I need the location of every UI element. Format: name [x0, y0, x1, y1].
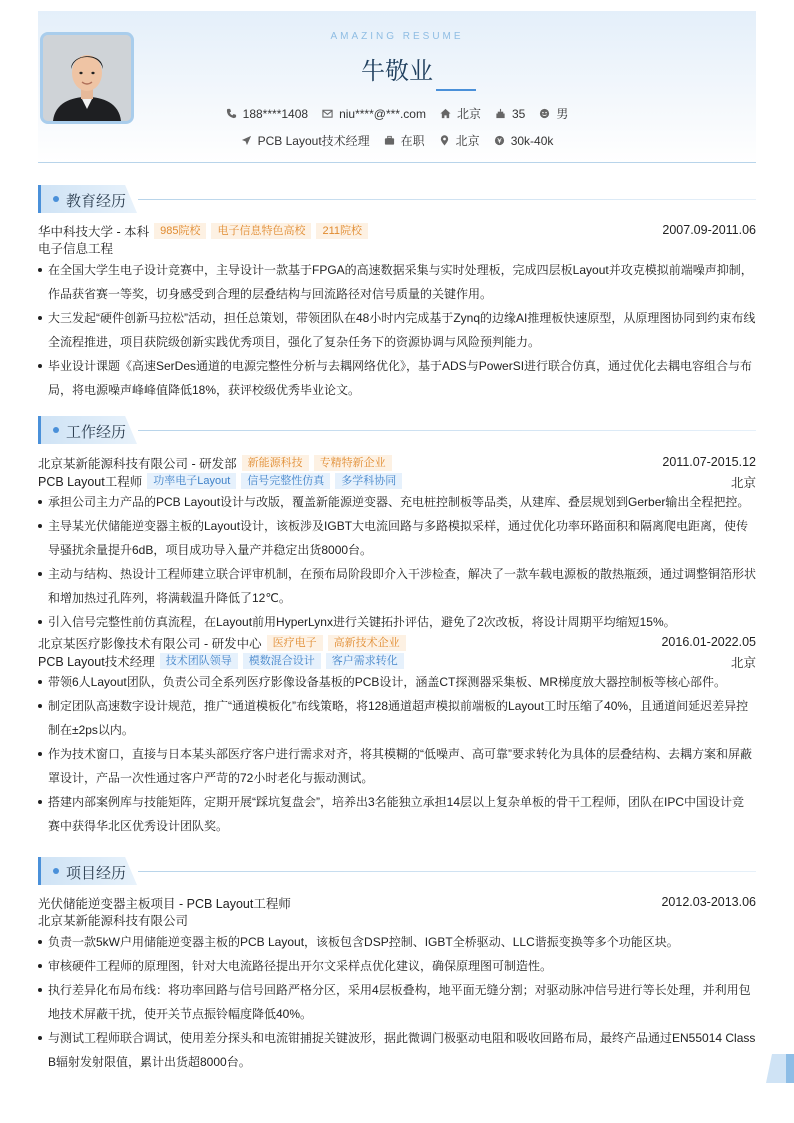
- skill-tag: 功率电子Layout: [147, 473, 236, 489]
- mail-icon: [322, 108, 333, 119]
- project-section-title: 项目经历: [66, 864, 127, 882]
- job-intention-row: [38, 132, 756, 149]
- job-city: 北京: [730, 656, 756, 670]
- home-icon: [440, 108, 451, 119]
- school-name: 华中科技大学 - 本科: [38, 225, 150, 239]
- education-date: 2007.09-2011.06: [662, 223, 756, 237]
- list-item: 搭建内部案例库与技能矩阵，定期开展“踩坑复盘会”，培养出3名能独立承担14层以上复杂单板的骨干工程师，团队在IPC中国设计竞赛中获得华北区优秀设计团队奖。: [38, 790, 756, 838]
- info-salary: [494, 134, 554, 148]
- section-divider: [138, 199, 756, 200]
- cake-icon: [495, 108, 506, 119]
- target-city-text: 北京: [455, 134, 480, 148]
- company-tag: 医疗电子: [267, 635, 323, 651]
- job-date: 2016.01-2022.05: [661, 635, 756, 649]
- job-city: 北京: [730, 476, 756, 490]
- list-item: 引入信号完整性前仿真流程，在Layout前用HyperLynx进行关键拓扑评估，避免了2次改板，将设计周期平均缩短15%。: [38, 610, 756, 634]
- work-section-header: [38, 416, 756, 446]
- job-company-row: [38, 634, 756, 652]
- work-section: [38, 416, 756, 838]
- contact-info-row: [38, 105, 756, 122]
- job-position-row: [38, 652, 756, 670]
- email-text: niu****@***.com: [339, 106, 426, 121]
- job-entry-1: [38, 454, 756, 634]
- section-dot-icon: [53, 427, 59, 433]
- job-date: 2011.07-2015.12: [662, 455, 756, 469]
- resume-page: [38, 11, 757, 1069]
- target-position-text: PCB Layout技术经理: [257, 134, 370, 148]
- info-target-position: [241, 132, 370, 149]
- company-name: 北京某医疗影像技术有限公司 - 研发中心: [38, 637, 262, 651]
- job-status-text: 在职: [400, 134, 425, 148]
- project-header-row: [38, 894, 756, 912]
- education-section: [38, 185, 756, 402]
- header-english-title: AMAZING RESUME: [330, 31, 464, 42]
- location-pin-icon: [439, 135, 450, 146]
- list-item: 执行差异化布局布线：将功率回路与信号回路严格分区，采用4层板叠构，地平面无缝分割；对驱动脉冲信号进行等长处理，并利用包地技术屏蔽干扰，使开关节点振铃幅度降低40%。: [38, 978, 756, 1026]
- job-bullets: [38, 670, 756, 838]
- list-item: 主动与结构、热设计工程师建立联合评审机制，在预布局阶段即介入干涉检查，解决了一款车载电源板的散热瓶颈，通过调整铜箔形状和增加热过孔阵列，将满载温升降低了12℃。: [38, 562, 756, 610]
- project-name: 光伏储能逆变器主板项目 - PCB Layout工程师: [38, 897, 291, 911]
- list-item: 在全国大学生电子设计竞赛中，主导设计一款基于FPGA的高速数据采集与实时处理板，完成四层板Layout并攻克模拟前端噪声抑制，作品获省赛一等奖，切身感受到合理的层叠结构与回流路径对信号质量的关键作用。: [38, 258, 756, 306]
- education-entry-header: [38, 222, 756, 240]
- salary-text: 30k-40k: [510, 133, 554, 148]
- list-item: 作为技术窗口，直接与日本某头部医疗客户进行需求对齐，将其模糊的“低噪声、高可靠”要求转化为具体的层叠结构、去耦方案和屏蔽罩设计，产品一次性通过客户严苛的72小时老化与振动测试。: [38, 742, 756, 790]
- phone-text: 188****1408: [242, 106, 309, 121]
- list-item: 审核硬件工程师的原理图，针对大电流路径提出开尔文采样点优化建议，确保原理图可制造性。: [38, 954, 756, 978]
- education-section-title: 教育经历: [66, 192, 127, 210]
- home-city-text: 北京: [456, 107, 481, 121]
- send-icon: [241, 135, 252, 146]
- section-dot-icon: [53, 868, 59, 874]
- work-section-title: 工作经历: [66, 423, 127, 441]
- skill-tag: 客户需求转化: [326, 653, 404, 669]
- section-divider: [138, 430, 756, 431]
- list-item: 毕业设计课题《高速SerDes通道的电源完整性分析与去耦网络优化》，基于ADS与PowerSI进行联合仿真，通过优化去耦电容组合与布局，将电源噪声峰峰值降低18%，获评校级优秀毕业论文。: [38, 354, 756, 402]
- major: 电子信息工程: [38, 242, 114, 256]
- salary-icon: [494, 135, 505, 146]
- project-bullets: [38, 930, 756, 1074]
- skill-tag: 多学科协同: [335, 473, 402, 489]
- info-phone: [226, 107, 308, 121]
- list-item: 承担公司主力产品的PCB Layout设计与改版，覆盖新能源逆变器、充电桩控制板等品类，从建库、叠层规划到Gerber输出全程把控。: [38, 490, 756, 514]
- project-date: 2012.03-2013.06: [661, 895, 756, 909]
- company-tag: 高新技术企业: [328, 635, 406, 651]
- gender-text: 男: [556, 107, 569, 121]
- list-item: 带领6人Layout团队，负责公司全系列医疗影像设备基板的PCB设计，涵盖CT探测器采集板、MR梯度放大器控制板等核心部件。: [38, 670, 756, 694]
- company-tag: 专精特新企业: [314, 455, 392, 471]
- corner-decoration-icon: [766, 1054, 794, 1083]
- info-gender: [539, 105, 568, 122]
- job-position: PCB Layout技术经理: [38, 655, 155, 669]
- company-name: 北京某新能源科技有限公司 - 研发部: [38, 457, 237, 471]
- info-home-city: [440, 105, 481, 122]
- project-section: [38, 857, 756, 1074]
- education-bullets: [38, 258, 756, 402]
- info-job-status: [384, 132, 425, 149]
- resume-header: [38, 11, 756, 163]
- section-dot-icon: [53, 196, 59, 202]
- company-tag: 新能源科技: [242, 455, 309, 471]
- job-company-row: [38, 454, 756, 472]
- age-text: 35: [511, 106, 526, 121]
- briefcase-icon: [384, 135, 395, 146]
- face-icon: [539, 108, 550, 119]
- info-email: [322, 107, 426, 121]
- info-target-city: [439, 132, 480, 149]
- job-position-row: [38, 472, 756, 490]
- list-item: 与测试工程师联合调试，使用差分探头和电流钳捕捉关键波形，据此微调门极驱动电阻和吸收回路布局，最终产品通过EN55014 Class B辐射发射限值，累计出货超8000台。: [38, 1026, 756, 1074]
- school-tag: 电子信息特色高校: [211, 223, 311, 239]
- list-item: 主导某光伏储能逆变器主板的Layout设计，该板涉及IGBT大电流回路与多路模拟采样，通过优化功率环路面积和隔离爬电距离，使传导骚扰余量提升6dB，项目成功导入量产并稳定出货8000台。: [38, 514, 756, 562]
- job-bullets: [38, 490, 756, 634]
- job-entry-2: [38, 634, 756, 838]
- skill-tag: 模数混合设计: [243, 653, 321, 669]
- list-item: 大三发起“硬件创新马拉松”活动，担任总策划，带领团队在48小时内完成基于Zynq的边缘AI推理板快速原型，从原理图协同到约束布线全流程推进，项目获院级创新实践优秀项目，强化了复杂任务下的资源协调与风险预判能力。: [38, 306, 756, 354]
- school-tag: 985院校: [154, 223, 206, 239]
- phone-icon: [226, 108, 237, 119]
- skill-tag: 技术团队领导: [160, 653, 238, 669]
- education-section-header: [38, 185, 756, 215]
- name-underline: [436, 89, 476, 91]
- section-divider: [138, 871, 756, 872]
- info-age: [495, 107, 525, 121]
- project-company: 北京某新能源科技有限公司: [38, 914, 189, 928]
- candidate-name: 牛敬业: [361, 57, 433, 85]
- project-section-header: [38, 857, 756, 887]
- list-item: 负责一款5kW户用储能逆变器主板的PCB Layout，该板包含DSP控制、IGBT全桥驱动、LLC谐振变换等多个功能区块。: [38, 930, 756, 954]
- list-item: 制定团队高速数字设计规范，推广“通道模板化”布线策略，将128通道超声模拟前端板的Layout工时压缩了40%，且通道间延迟差异控制在±2ps以内。: [38, 694, 756, 742]
- school-tag: 211院校: [316, 223, 368, 239]
- skill-tag: 信号完整性仿真: [241, 473, 330, 489]
- job-position: PCB Layout工程师: [38, 475, 143, 489]
